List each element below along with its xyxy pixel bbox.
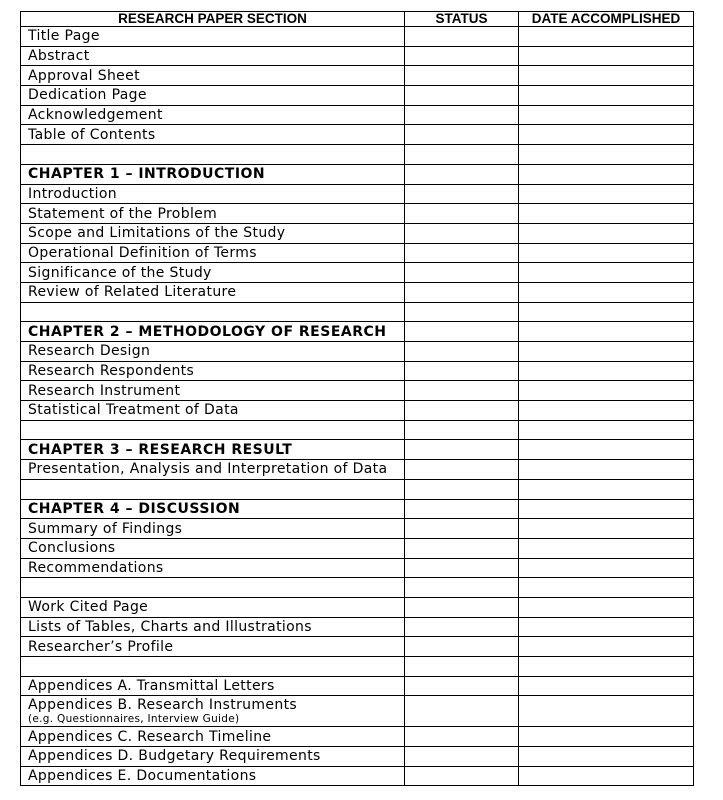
section-name-cell: [21, 727, 405, 747]
status-cell[interactable]: [405, 578, 519, 598]
status-cell[interactable]: [405, 747, 519, 767]
table-row: [21, 519, 694, 539]
section-name-cell: [21, 66, 405, 86]
section-label: Appendices E. Documentations: [28, 768, 257, 785]
date-accomplished-cell[interactable]: [519, 499, 694, 519]
date-accomplished-cell[interactable]: [519, 302, 694, 322]
date-accomplished-cell[interactable]: [519, 381, 694, 401]
table-row: [21, 184, 694, 204]
date-accomplished-cell[interactable]: [519, 105, 694, 125]
spacer-row: [21, 420, 694, 440]
date-accomplished-cell[interactable]: [519, 479, 694, 499]
date-accomplished-cell[interactable]: [519, 617, 694, 637]
status-cell[interactable]: [405, 223, 519, 243]
section-name-cell: [21, 86, 405, 106]
date-accomplished-cell[interactable]: [519, 204, 694, 224]
status-cell[interactable]: [405, 657, 519, 677]
status-cell[interactable]: [405, 696, 519, 727]
spacer-row: [21, 657, 694, 677]
table-row: [21, 676, 694, 696]
date-accomplished-cell[interactable]: [519, 164, 694, 184]
status-cell[interactable]: [405, 204, 519, 224]
date-accomplished-cell[interactable]: [519, 538, 694, 558]
date-accomplished-cell[interactable]: [519, 66, 694, 86]
date-accomplished-cell[interactable]: [519, 361, 694, 381]
table-row: [21, 597, 694, 617]
chapter-heading: [21, 164, 405, 184]
date-accomplished-cell[interactable]: [519, 747, 694, 767]
section-label: Presentation, Analysis and Interpretation of Data: [28, 461, 388, 478]
section-name-cell: [21, 223, 405, 243]
status-cell[interactable]: [405, 617, 519, 637]
table-row: [21, 381, 694, 401]
section-label: Table of Contents: [28, 126, 156, 143]
date-accomplished-cell[interactable]: [519, 676, 694, 696]
section-label: Statement of the Problem: [28, 205, 218, 222]
chapter-heading: [21, 499, 405, 519]
status-cell[interactable]: [405, 302, 519, 322]
table-body: [21, 27, 694, 786]
section-name-cell: [21, 676, 405, 696]
section-label: Recommendations: [28, 559, 164, 576]
section-label: Research Instrument: [28, 382, 181, 399]
section-name-cell: [21, 342, 405, 362]
table-row: [21, 86, 694, 106]
status-cell[interactable]: [405, 766, 519, 786]
status-cell[interactable]: [405, 125, 519, 145]
section-name-cell: [21, 657, 405, 677]
date-accomplished-cell[interactable]: [519, 223, 694, 243]
status-cell[interactable]: [405, 322, 519, 342]
section-name-cell: [21, 145, 405, 165]
status-cell[interactable]: [405, 479, 519, 499]
table-row: [21, 263, 694, 283]
section-name-cell: [21, 401, 405, 421]
date-accomplished-cell[interactable]: [519, 125, 694, 145]
spacer-row: [21, 479, 694, 499]
table-row: [21, 460, 694, 480]
research-progress-table: [20, 11, 694, 786]
date-accomplished-cell[interactable]: [519, 578, 694, 598]
date-accomplished-cell[interactable]: [519, 243, 694, 263]
table-row: [21, 105, 694, 125]
chapter-heading-row: [21, 164, 694, 184]
section-name-cell: [21, 578, 405, 598]
section-label: Conclusions: [28, 540, 116, 557]
date-accomplished-cell[interactable]: [519, 727, 694, 747]
section-name-cell: [21, 263, 405, 283]
status-cell[interactable]: [405, 558, 519, 578]
section-label: Significance of the Study: [28, 264, 212, 281]
date-accomplished-cell[interactable]: [519, 657, 694, 677]
status-cell[interactable]: [405, 164, 519, 184]
section-name-cell: [21, 597, 405, 617]
section-name-cell: [21, 46, 405, 66]
table-row: [21, 243, 694, 263]
section-label: Work Cited Page: [28, 599, 149, 616]
table-row: [21, 223, 694, 243]
date-accomplished-cell[interactable]: [519, 597, 694, 617]
section-name-cell: [21, 460, 405, 480]
table-row: [21, 696, 694, 727]
date-accomplished-cell[interactable]: [519, 184, 694, 204]
section-label: CHAPTER 1 – INTRODUCTION: [28, 166, 266, 183]
section-column-header: RESEARCH PAPER SECTION: [21, 12, 405, 27]
date-accomplished-cell[interactable]: [519, 519, 694, 539]
status-cell[interactable]: [405, 243, 519, 263]
section-label: Acknowledgement: [28, 107, 163, 124]
section-label: Appendices A. Transmittal Letters: [28, 678, 275, 695]
section-name-cell: [21, 282, 405, 302]
spacer-row: [21, 578, 694, 598]
section-label: CHAPTER 3 – RESEARCH RESULT: [28, 441, 293, 458]
table-row: [21, 125, 694, 145]
section-label: Dedication Page: [28, 87, 147, 104]
table-row: [21, 361, 694, 381]
date-accomplished-cell[interactable]: [519, 86, 694, 106]
date-accomplished-cell[interactable]: [519, 637, 694, 657]
date-accomplished-cell[interactable]: [519, 420, 694, 440]
status-cell[interactable]: [405, 27, 519, 47]
status-cell[interactable]: [405, 282, 519, 302]
section-label: Review of Related Literature: [28, 284, 237, 301]
section-label: Lists of Tables, Charts and Illustrations: [28, 618, 312, 635]
date-accomplished-cell[interactable]: [519, 440, 694, 460]
table-row: [21, 766, 694, 786]
status-cell[interactable]: [405, 361, 519, 381]
table-row: [21, 27, 694, 47]
table-row: [21, 558, 694, 578]
section-label: Appendices C. Research Timeline: [28, 728, 272, 745]
status-cell[interactable]: [405, 676, 519, 696]
section-label: Operational Definition of Terms: [28, 244, 257, 261]
table-row: [21, 282, 694, 302]
date-accomplished-cell[interactable]: [519, 696, 694, 727]
section-name-cell: [21, 617, 405, 637]
status-cell[interactable]: [405, 538, 519, 558]
chapter-heading-row: [21, 322, 694, 342]
status-cell[interactable]: [405, 637, 519, 657]
status-cell[interactable]: [405, 597, 519, 617]
table-row: [21, 617, 694, 637]
date-accomplished-cell[interactable]: [519, 145, 694, 165]
table-row: [21, 747, 694, 767]
section-label: Research Design: [28, 343, 151, 360]
date-accomplished-cell[interactable]: [519, 558, 694, 578]
chapter-heading-row: [21, 440, 694, 460]
section-name-cell: [21, 125, 405, 145]
status-cell[interactable]: [405, 499, 519, 519]
status-cell[interactable]: [405, 145, 519, 165]
table-row: [21, 46, 694, 66]
section-note: (e.g. Questionnaires, Interview Guide): [28, 712, 240, 725]
date-accomplished-cell[interactable]: [519, 460, 694, 480]
section-name-cell: [21, 204, 405, 224]
date-accomplished-cell[interactable]: [519, 342, 694, 362]
date-accomplished-cell[interactable]: [519, 282, 694, 302]
section-name-cell: [21, 184, 405, 204]
status-cell[interactable]: [405, 401, 519, 421]
date-accomplished-cell[interactable]: [519, 322, 694, 342]
table-row: [21, 538, 694, 558]
spacer-row: [21, 145, 694, 165]
status-cell[interactable]: [405, 86, 519, 106]
status-cell[interactable]: [405, 342, 519, 362]
section-label: Introduction: [28, 185, 117, 202]
section-name-cell: [21, 766, 405, 786]
chapter-heading-row: [21, 499, 694, 519]
status-cell[interactable]: [405, 263, 519, 283]
status-cell[interactable]: [405, 460, 519, 480]
date-accomplished-cell[interactable]: [519, 766, 694, 786]
status-column-header: STATUS: [405, 12, 519, 27]
date-accomplished-cell[interactable]: [519, 401, 694, 421]
section-name-cell: [21, 637, 405, 657]
date-accomplished-cell[interactable]: [519, 27, 694, 47]
status-cell[interactable]: [405, 440, 519, 460]
date-column-header: DATE ACCOMPLISHED: [519, 12, 694, 27]
section-label: Summary of Findings: [28, 520, 183, 537]
section-label: Appendices D. Budgetary Requirements: [28, 748, 321, 765]
date-accomplished-cell[interactable]: [519, 263, 694, 283]
status-cell[interactable]: [405, 184, 519, 204]
section-name-cell: [21, 538, 405, 558]
status-cell[interactable]: [405, 105, 519, 125]
status-cell[interactable]: [405, 420, 519, 440]
table-row: [21, 401, 694, 421]
header-row: [21, 12, 694, 27]
date-accomplished-cell[interactable]: [519, 46, 694, 66]
section-name-cell: [21, 302, 405, 322]
table-row: [21, 204, 694, 224]
section-name-cell: [21, 696, 405, 727]
section-name-cell: [21, 381, 405, 401]
section-name-cell: [21, 420, 405, 440]
status-cell[interactable]: [405, 66, 519, 86]
status-cell[interactable]: [405, 727, 519, 747]
section-name-cell: [21, 27, 405, 47]
section-label: Abstract: [28, 48, 90, 65]
table-row: [21, 637, 694, 657]
section-label: Approval Sheet: [28, 67, 140, 84]
table-row: [21, 727, 694, 747]
section-name-cell: [21, 361, 405, 381]
status-cell[interactable]: [405, 519, 519, 539]
section-name-cell: [21, 105, 405, 125]
section-name-cell: [21, 747, 405, 767]
status-cell[interactable]: [405, 381, 519, 401]
section-label: Statistical Treatment of Data: [28, 402, 239, 419]
section-label: Scope and Limitations of the Study: [28, 225, 286, 242]
table-row: [21, 342, 694, 362]
section-label: CHAPTER 2 – METHODOLOGY OF RESEARCH: [28, 323, 387, 340]
section-label: Research Respondents: [28, 363, 195, 380]
section-name-cell: [21, 479, 405, 499]
chapter-heading: [21, 322, 405, 342]
spacer-row: [21, 302, 694, 322]
section-name-cell: [21, 558, 405, 578]
section-label: Researcher’s Profile: [28, 638, 174, 655]
chapter-heading: [21, 440, 405, 460]
section-label: CHAPTER 4 – DISCUSSION: [28, 500, 241, 517]
section-label: Title Page: [28, 28, 100, 45]
status-cell[interactable]: [405, 46, 519, 66]
section-name-cell: [21, 519, 405, 539]
table-row: [21, 66, 694, 86]
section-label: Appendices B. Research Instruments: [28, 696, 298, 713]
section-name-cell: [21, 243, 405, 263]
